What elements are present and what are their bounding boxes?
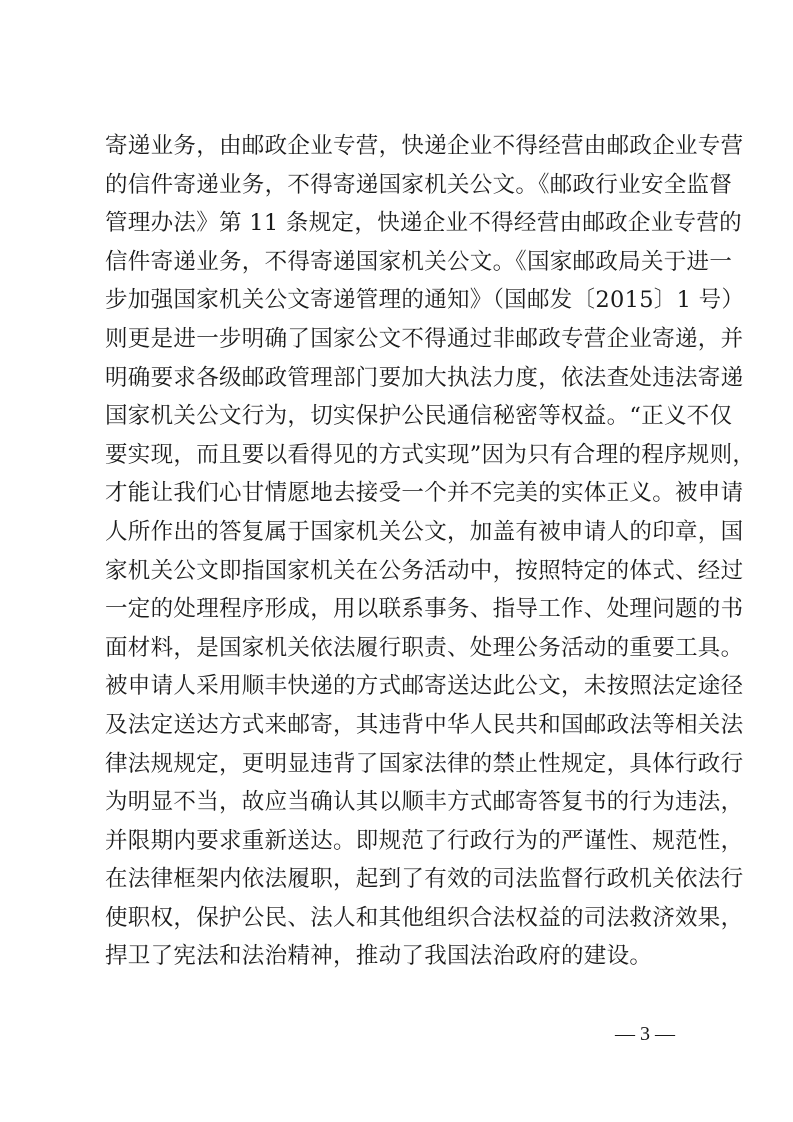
body-text <box>105 127 756 976</box>
text-line: 被申请人采用顺丰快递的方式邮寄送达此公文，未按照法定途径 <box>105 673 744 700</box>
text-line: 则更是进一步明确了国家公文不得通过非邮政专营企业寄递，并 <box>105 325 744 352</box>
text-line: 律法规规定，更明显违背了国家法律的禁止性规定，具体行政行 <box>105 750 744 777</box>
text-line: 国家机关公文行为，切实保护公民通信秘密等权益。“正义不仅 <box>105 403 733 430</box>
text-line: 及法定送达方式来邮寄，其违背中华人民共和国邮政法等相关法 <box>105 711 744 738</box>
text-line: 的信件寄递业务，不得寄递国家机关公文。《邮政行业安全监督 <box>105 171 733 198</box>
text-line: 才能让我们心甘情愿地去接受一个并不完美的实体正义。被申请 <box>105 480 744 507</box>
text-line: 人所作出的答复属于国家机关公文，加盖有被申请人的印章，国 <box>105 518 744 545</box>
text-line: 家机关公文即指国家机关在公务活动中，按照特定的体式、经过 <box>105 557 744 584</box>
text-line: 并限期内要求重新送达。即规范了行政行为的严谨性、规范性， <box>105 827 744 854</box>
text-line: 为明显不当，故应当确认其以顺丰方式邮寄答复书的行为违法， <box>105 789 744 816</box>
text-line: 步加强国家机关公文寄递管理的通知》（国邮发〔2015〕1 号） <box>105 287 745 314</box>
text-line: 要实现，而且要以看得见的方式实现”因为只有合理的程序规则， <box>105 441 756 468</box>
text-line: 在法律框架内依法履职，起到了有效的司法监督行政机关依法行 <box>105 866 744 893</box>
text-line: 使职权，保护公民、法人和其他组织合法权益的司法救济效果， <box>105 904 744 931</box>
text-line: 明确要求各级邮政管理部门要加大执法力度，依法查处违法寄递 <box>105 364 744 391</box>
text-line: 面材料，是国家机关依法履行职责、处理公务活动的重要工具。 <box>105 634 744 661</box>
page-number: — 3 — <box>615 1023 675 1045</box>
text-line: 一定的处理程序形成，用以联系事务、指导工作、处理问题的书 <box>105 596 744 623</box>
text-line-last: 捍卫了宪法和法治精神，推动了我国法治政府的建设。 <box>105 943 653 970</box>
text-line: 管理办法》第 11 条规定，快递企业不得经营由邮政企业专营的 <box>105 210 742 237</box>
text-line: 信件寄递业务，不得寄递国家机关公文。《国家邮政局关于进一 <box>105 248 733 275</box>
text-line: 寄递业务，由邮政企业专营，快递企业不得经营由邮政企业专营 <box>105 133 744 159</box>
